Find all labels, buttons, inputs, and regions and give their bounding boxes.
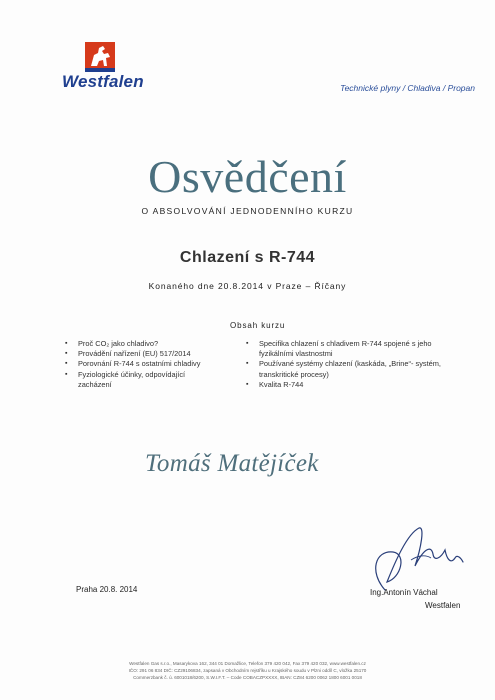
place-date: Praha 20.8. 2014	[76, 585, 138, 594]
certificate-title: Osvědčení	[148, 151, 347, 202]
list-item: ▪ Specifika chlazení s chladivem R-744 spojené s jeho fyzikálními vlastnostmi	[246, 339, 446, 359]
contents-list-left	[65, 339, 215, 390]
list-item: ▪ Provádění nařízení (EU) 517/2014	[65, 349, 215, 359]
signer-name: Ing.Antonín Váchal	[370, 588, 438, 597]
list-item: ▪ Kvalita R-744	[246, 380, 446, 390]
logo-wordmark: Westfalen	[62, 72, 144, 91]
footer-line: Commerzbank č. ú. 6001018/6200, S.W.I.F.T. – Code COBACZPXXXX, IBAN: CZ84 6200 0062 1800 6001 0018	[133, 675, 362, 680]
contents-heading: Obsah kurzu	[230, 321, 286, 330]
course-name: Chlazení s R-744	[179, 249, 316, 266]
signer-organization: Westfalen	[425, 601, 461, 610]
list-item: ▪ Proč CO₂ jako chladivo?	[65, 339, 215, 349]
certificate-subtitle: O ABSOLVOVÁNÍ JEDNODENNÍHO KURZU	[141, 206, 354, 216]
list-item: ▪ Porovnání R-744 s ostatními chladivy	[65, 359, 215, 369]
handwritten-signature	[355, 520, 470, 595]
footer-line: Westfalen Gas s.r.o., Masarykova 162, 344 01 Domažlice, Telefon 379 420 042, Fax 379 420 032, www.westfalen.cz	[129, 661, 366, 666]
course-date-place: Konaného dne 20.8.2014 v Praze – Říčany	[148, 281, 347, 291]
list-item: ▪ Fyziologické účinky, odpovídající zacházení	[65, 370, 215, 390]
contents-list-right	[246, 339, 446, 390]
footer-line: IČO: 291 06 834 DIČ: CZ29106834, zapsaná v Obchodním rejstříku u Krajského soudu v Plzni oddíl C, vložka 25170	[128, 668, 367, 673]
list-item: ▪ Používané systémy chlazení (kaskáda, „Brine“- systém, transkritické procesy)	[246, 359, 446, 379]
recipient-name: Tomáš Matějíček	[145, 450, 319, 477]
company-footer	[0, 660, 495, 681]
company-tagline: Technické plyny / Chladiva / Propan	[340, 83, 475, 93]
westfalen-horse-logo-icon	[85, 42, 115, 72]
